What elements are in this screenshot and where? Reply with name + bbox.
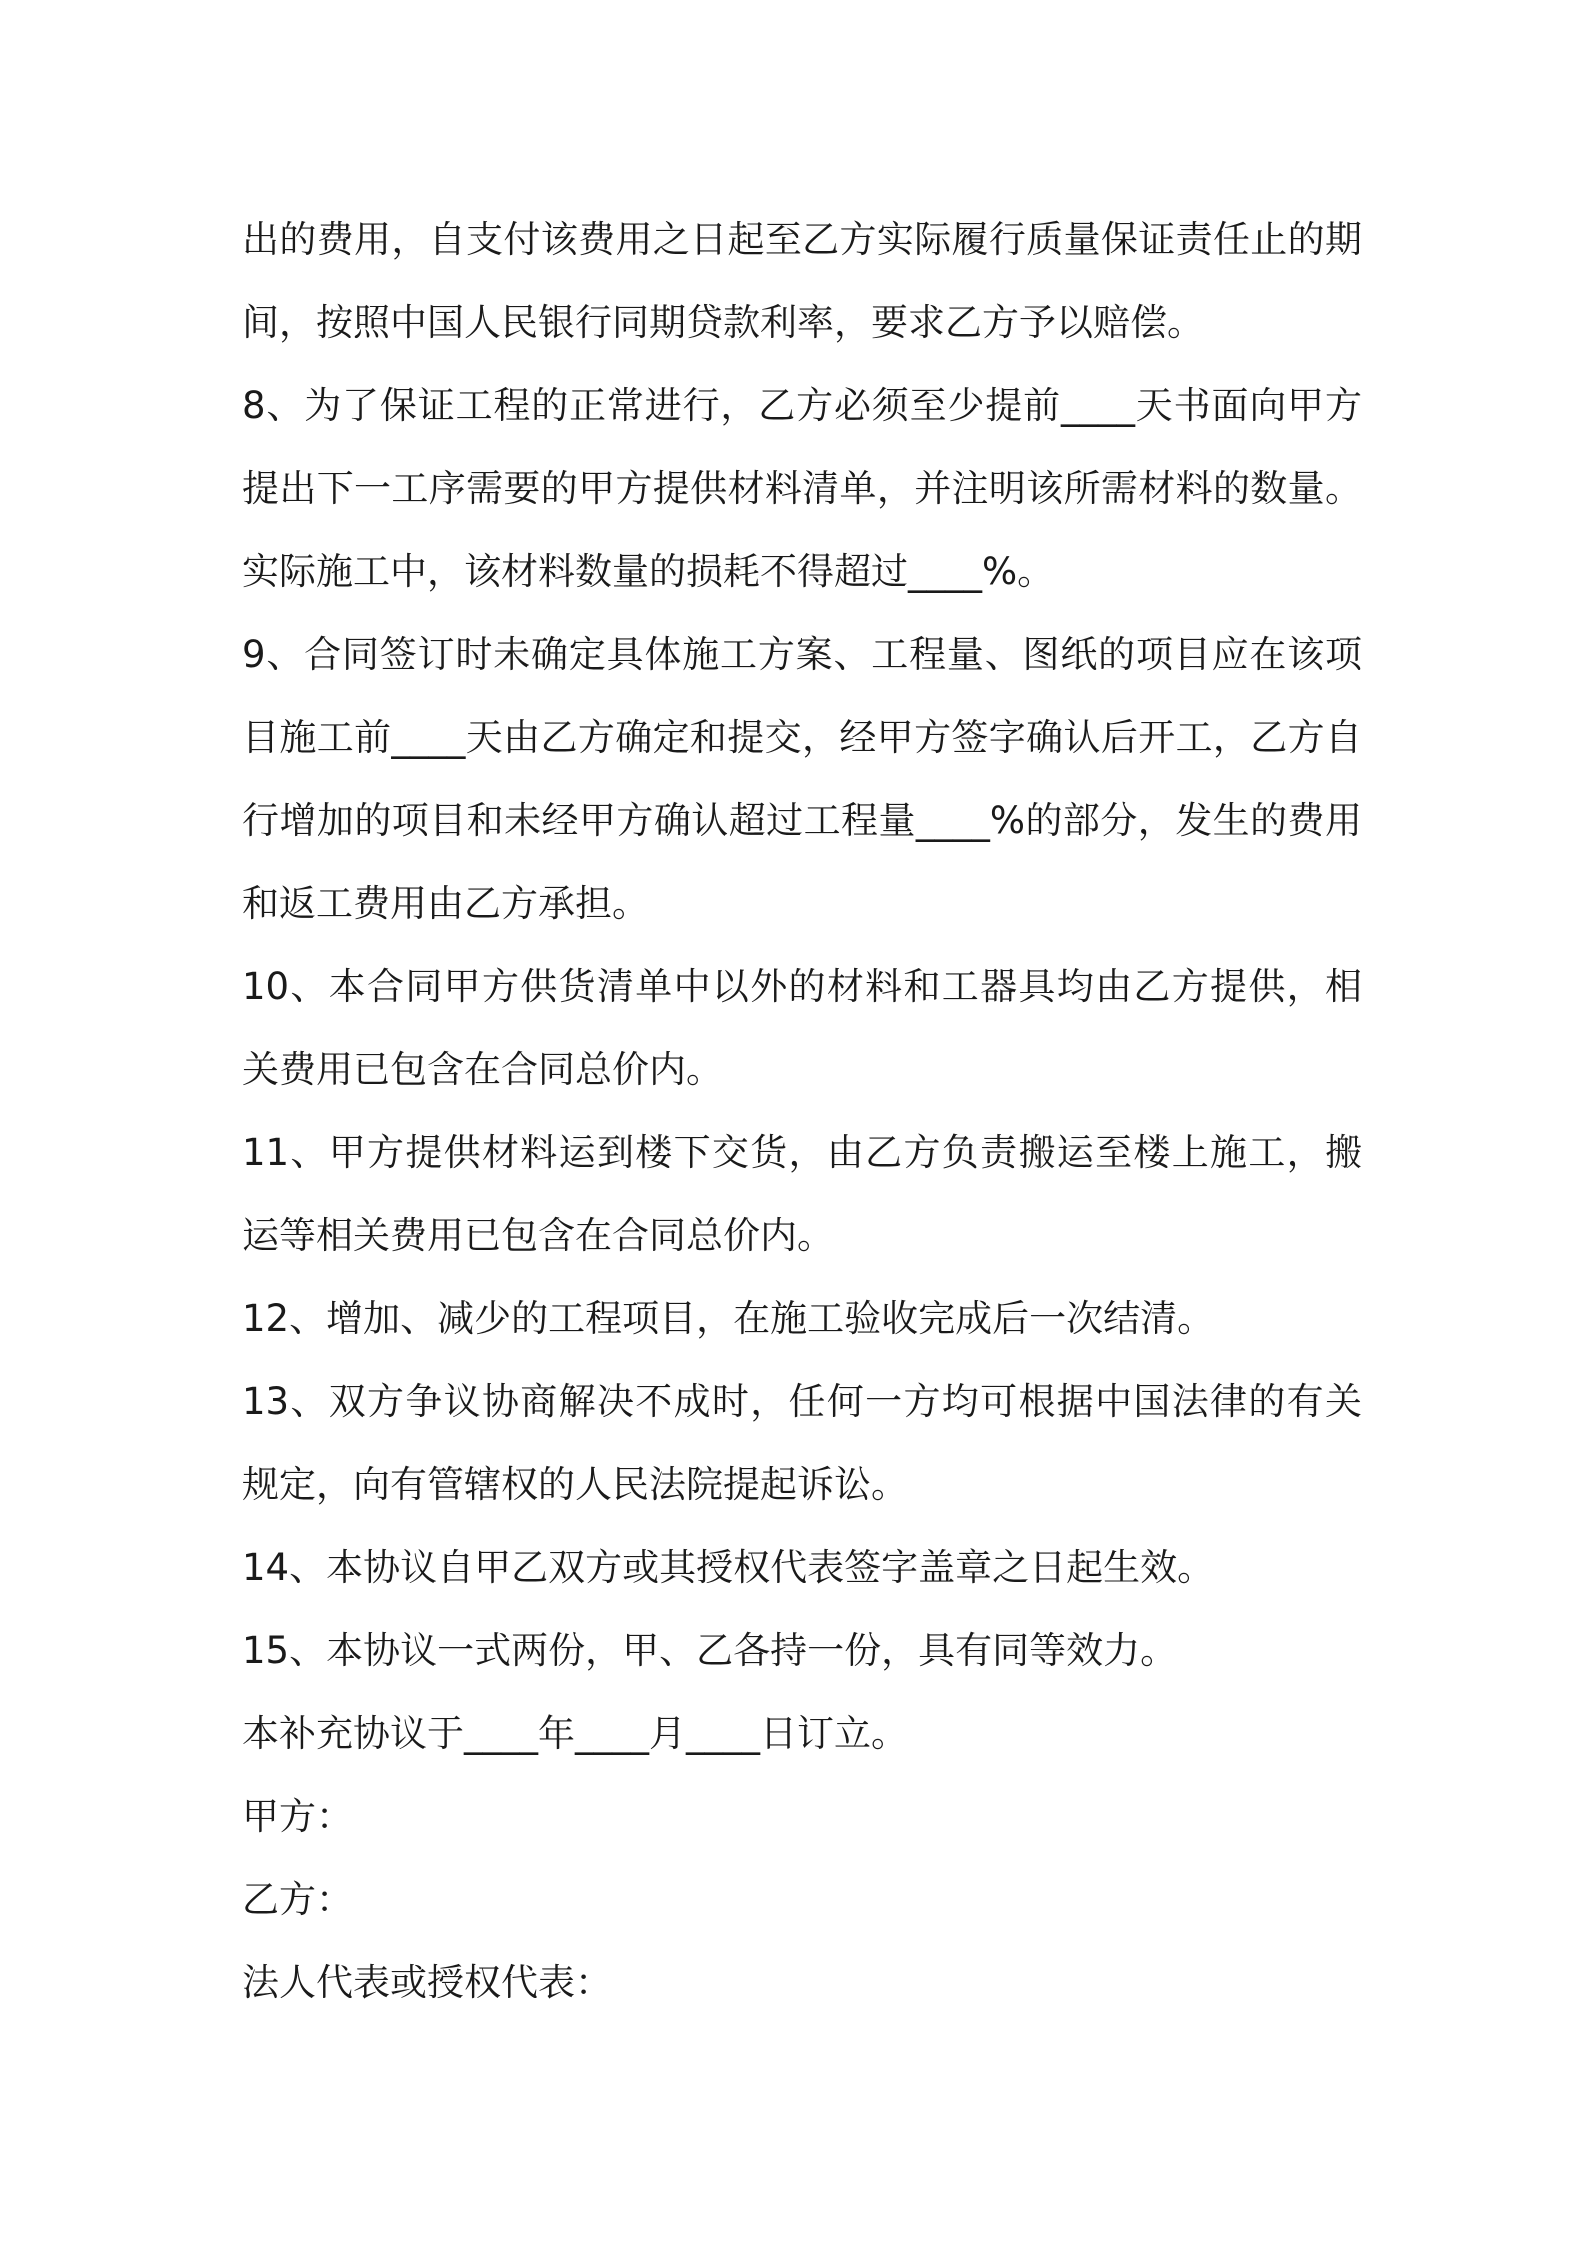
- clause-9: 9、合同签订时未确定具体施工方案、工程量、图纸的项目应在该项目施工前____天由乙方确定和提交，经甲方签字确认后开工，乙方自行增加的项目和未经甲方确认超过工程量____%的部分，发生的费用和返工费用由乙方承担。: [242, 633, 1362, 925]
- clause-12: 12、增加、减少的工程项目，在施工验收完成后一次结清。: [242, 1297, 1215, 1340]
- clause-13: 13、双方争议协商解决不成时，任何一方均可根据中国法律的有关规定，向有管辖权的人民法院提起诉讼。: [242, 1380, 1362, 1506]
- clause-10: 10、本合同甲方供货清单中以外的材料和工器具均由乙方提供，相关费用已包含在合同总价内。: [242, 965, 1362, 1091]
- party-b-signature-label: 乙方：: [242, 1878, 353, 1921]
- clause-14: 14、本协议自甲乙双方或其授权代表签字盖章之日起生效。: [242, 1546, 1215, 1589]
- clause-11: 11、甲方提供材料运到楼下交货，由乙方负责搬运至楼上施工，搬运等相关费用已包含在合同总价内。: [242, 1131, 1362, 1257]
- clause-8: 8、为了保证工程的正常进行，乙方必须至少提前____天书面向甲方提出下一工序需要的甲方提供材料清单，并注明该所需材料的数量。实际施工中，该材料数量的损耗不得超过____%。: [242, 384, 1362, 593]
- signing-date-line: 本补充协议于____年____月____日订立。: [242, 1712, 908, 1755]
- clause-15: 15、本协议一式两份，甲、乙各持一份，具有同等效力。: [242, 1629, 1178, 1672]
- legal-representative-label: 法人代表或授权代表：: [242, 1961, 612, 2004]
- document-body: [242, 198, 1362, 2024]
- paragraph-continuation-compensation: 出的费用，自支付该费用之日起至乙方实际履行质量保证责任止的期间，按照中国人民银行同期贷款利率，要求乙方予以赔偿。: [242, 218, 1362, 344]
- party-a-signature-label: 甲方：: [242, 1795, 353, 1838]
